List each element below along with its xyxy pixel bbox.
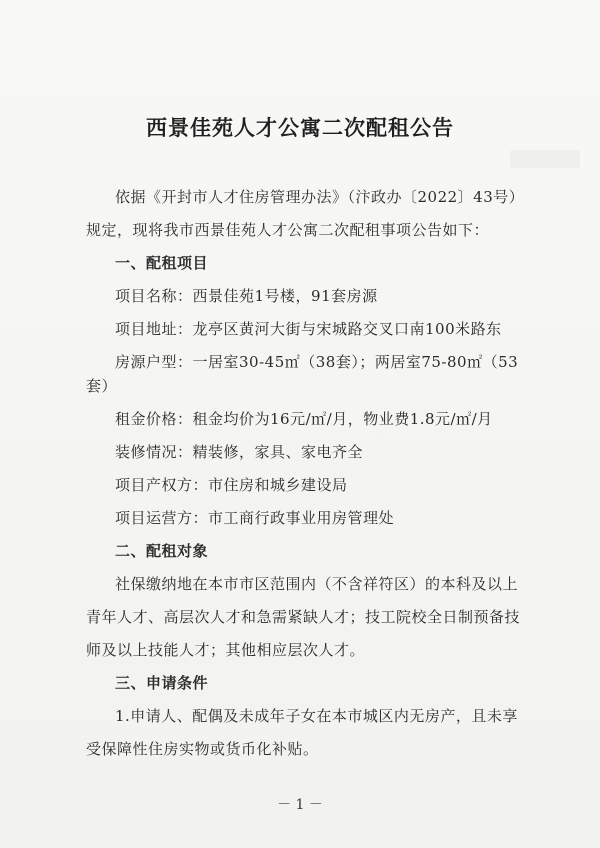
unit-types-line-2: 套） (86, 377, 118, 395)
section-1-heading: 一、配租项目 (115, 254, 209, 272)
page-title: 西景佳苑人才公寓二次配租公告 (146, 115, 454, 140)
property-operator: 项目运营方：市工商行政事业用房管理处 (115, 509, 395, 527)
intro-line-1: 依据《开封市人才住房管理办法》（汴政办〔2022〕43号） (115, 188, 525, 206)
section-3-heading: 三、申请条件 (115, 674, 209, 692)
intro-line-2: 规定，现将我市西景佳苑人才公寓二次配租事项公告如下： (86, 221, 490, 239)
unit-types-line-1: 房源户型：一居室30-45㎡（38套）；两居室75-80㎡（53 (115, 353, 519, 371)
condition-line-2: 受保障性住房实物或货币化补贴。 (86, 740, 319, 758)
rent-price: 租金价格：租金均价为16元/㎡/月，物业费1.8元/㎡/月 (115, 410, 493, 428)
property-owner: 项目产权方：市住房和城乡建设局 (115, 476, 348, 494)
eligibility-line-2: 青年人才、高层次人才和急需紧缺人才；技工院校全日制预备技 (86, 608, 521, 626)
eligibility-line-3: 师及以上技能人才；其他相应层次人才。 (86, 641, 366, 659)
section-2-heading: 二、配租对象 (115, 542, 209, 560)
scan-artifact (510, 150, 580, 168)
eligibility-line-1: 社保缴纳地在本市市区范围内（不含祥符区）的本科及以上 (115, 575, 519, 593)
decoration-status: 装修情况：精装修，家具、家电齐全 (115, 443, 364, 461)
project-name: 项目名称：西景佳苑1号楼，91套房源 (115, 287, 378, 305)
condition-line-1: 1.申请人、配偶及未成年子女在本市城区内无房产，且未享 (115, 707, 518, 725)
project-address: 项目地址：龙亭区黄河大街与宋城路交叉口南100米路东 (115, 320, 502, 338)
page-number: － 1 － (277, 797, 323, 813)
